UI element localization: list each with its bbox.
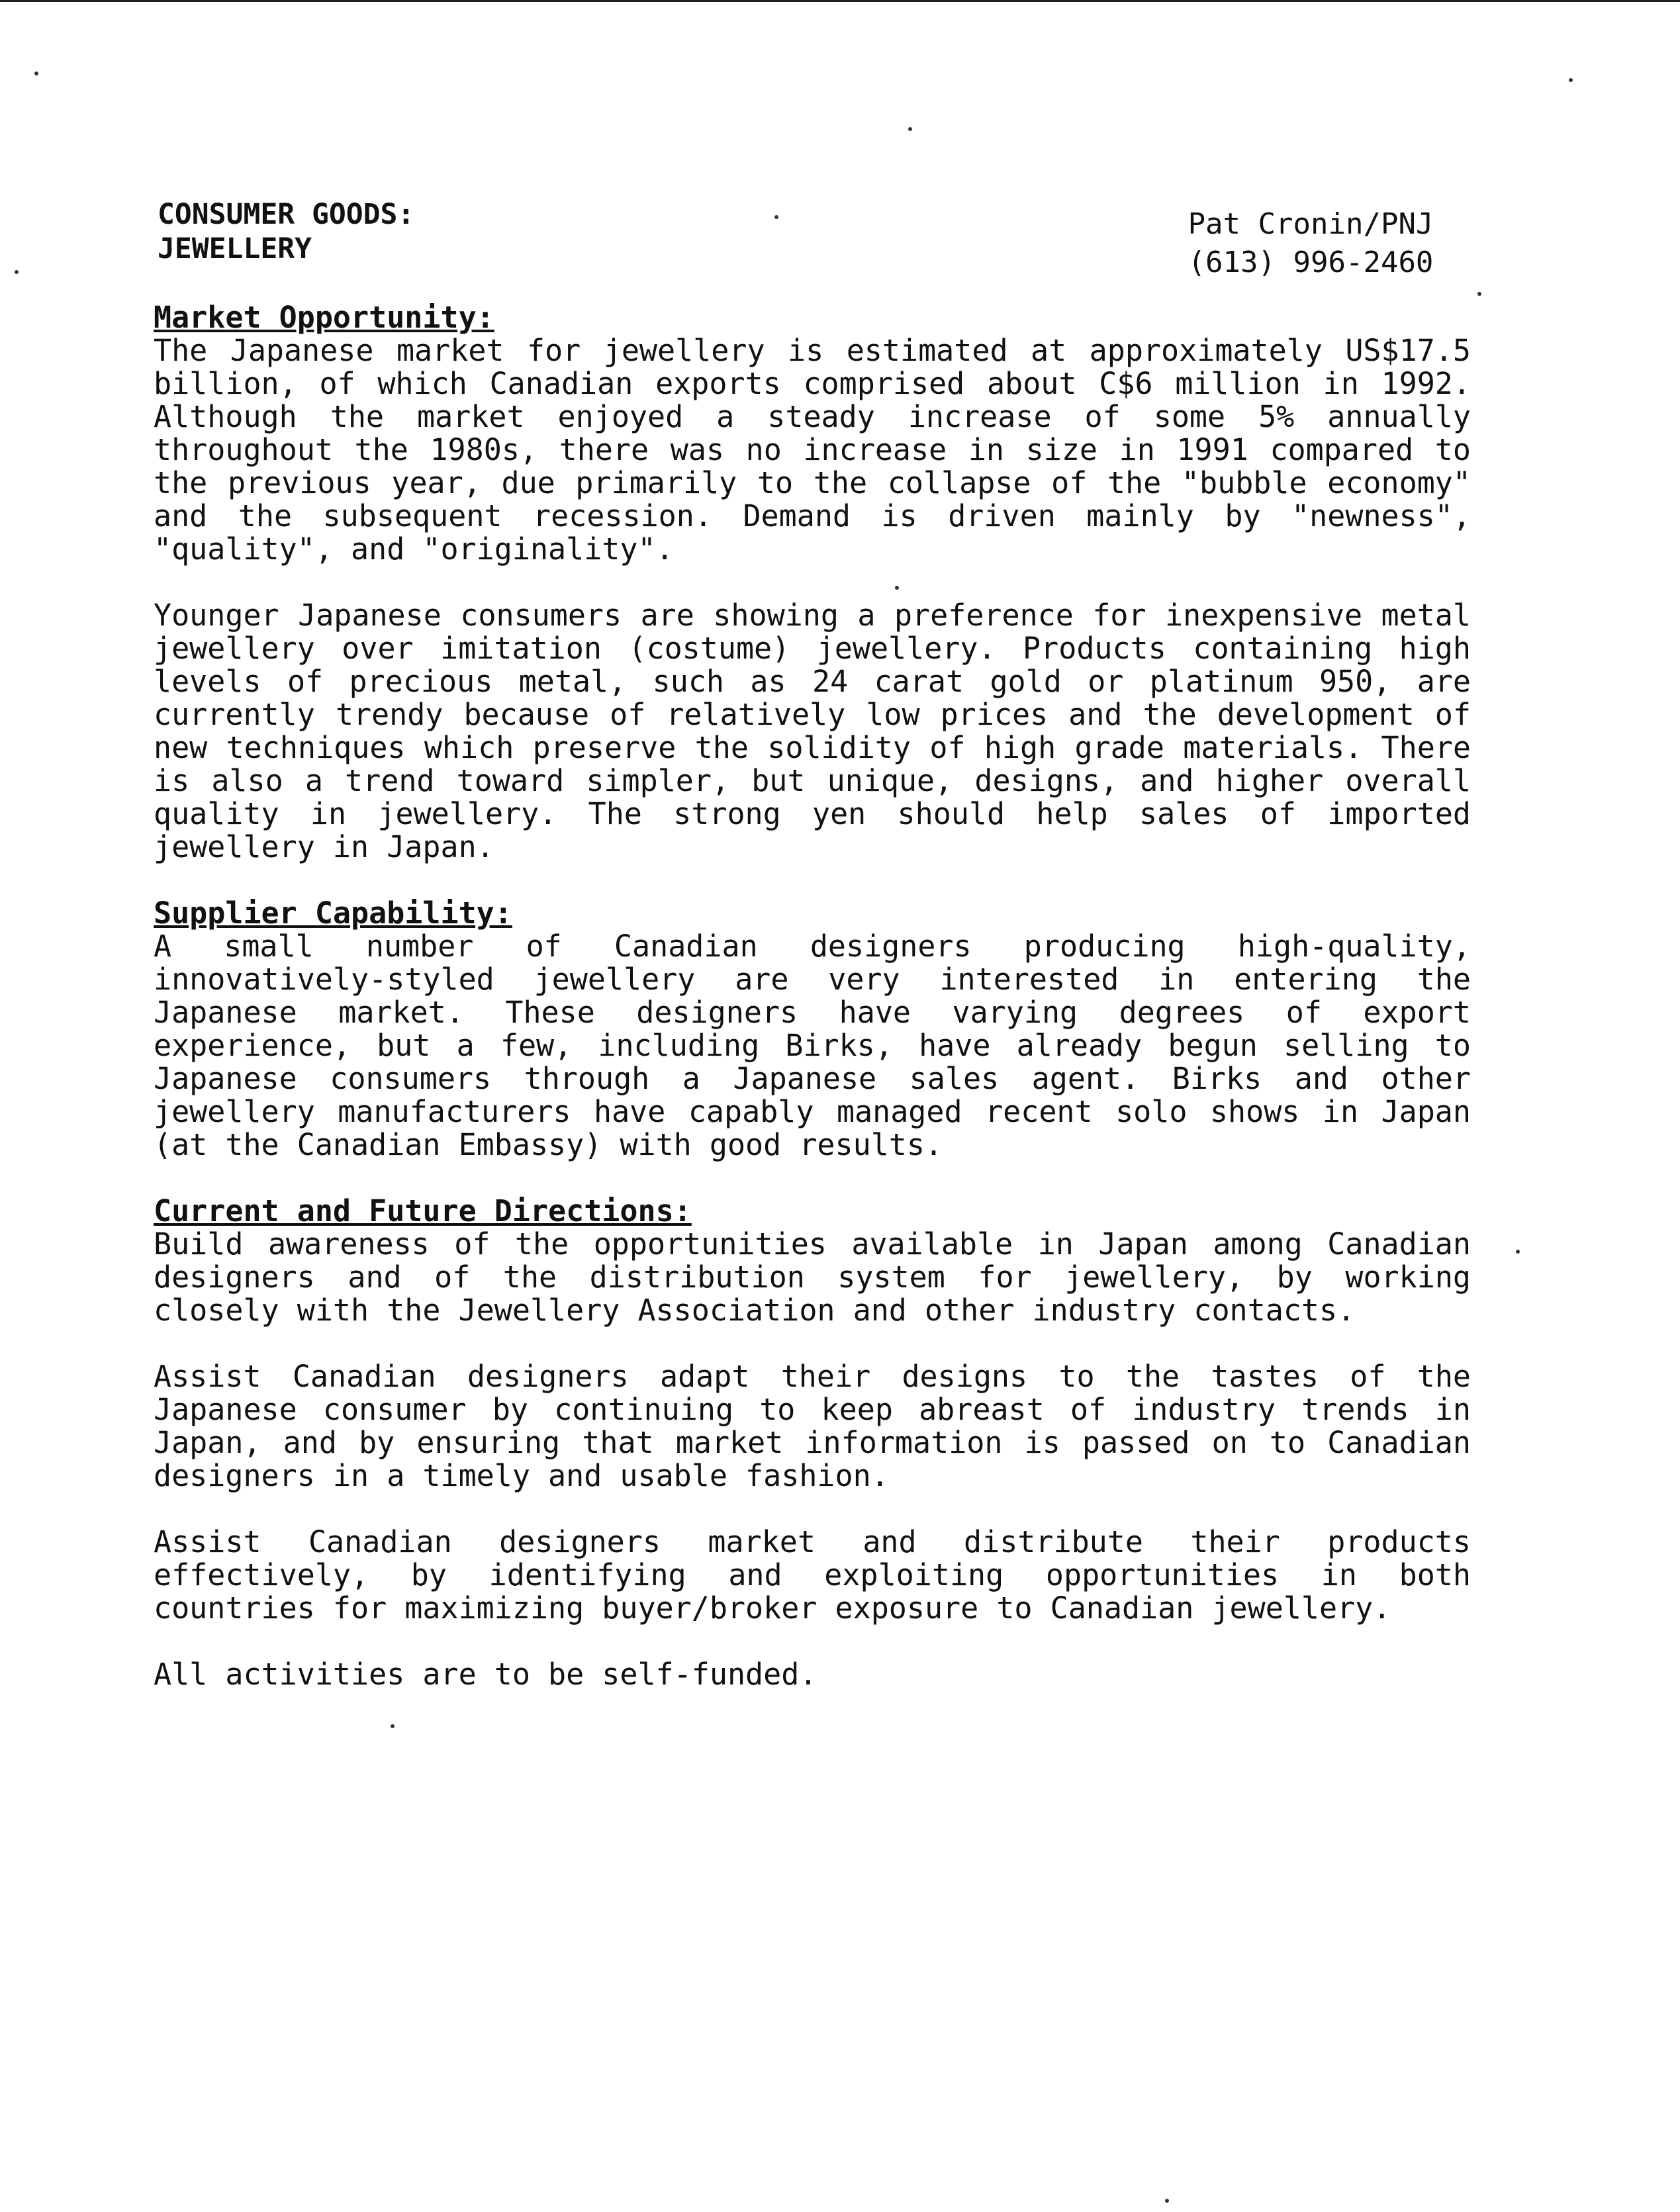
section-heading-current-future-directions: Current and Future Directions: xyxy=(154,1193,692,1228)
document-body xyxy=(154,301,1471,1691)
contact-name: Pat Cronin/PNJ xyxy=(1188,207,1434,241)
scan-top-edge xyxy=(0,0,1680,2)
scan-speck xyxy=(1516,1250,1520,1254)
section-heading-supplier-capability: Supplier Capability: xyxy=(154,896,512,931)
scan-speck xyxy=(908,127,912,131)
directions-paragraph-3: Assist Canadian designers market and distribute their products effectively, by identifying and exploiting opportunities in both countries for maximizing buyer/broker exposure to Canadian jewellery. xyxy=(154,1524,1471,1626)
scan-speck xyxy=(1165,2199,1169,2203)
category-line-1: CONSUMER GOODS: xyxy=(158,198,415,231)
scan-speck xyxy=(1569,78,1573,82)
scan-speck xyxy=(15,270,19,274)
directions-paragraph-2: Assist Canadian designers adapt their designs to the tastes of the Japanese consumer by continuing to keep abreast of industry trends in Japan, and by ensuring that market information is passed on to Canadian designers in a timely and usable fashion. xyxy=(154,1359,1471,1493)
category-line-2: JEWELLERY xyxy=(158,232,312,265)
directions-paragraph-4: All activities are to be self-funded. xyxy=(154,1657,817,1692)
market-paragraph-2: Younger Japanese consumers are showing a preference for inexpensive metal jewellery over imitation (costume) jewellery. Products containing high levels of precious metal, such as 24 carat gold or platinum 950, are currently trendy because of relatively low prices and the development of new techniques which preserve the solidity of high grade materials. There is also a trend toward simpler, but unique, designs, and higher overall quality in jewellery. The strong yen should help sales of imported jewellery in Japan. xyxy=(154,598,1471,864)
scan-speck xyxy=(774,215,778,219)
directions-paragraph-1: Build awareness of the opportunities available in Japan among Canadian designers and of the distribution system for jewellery, by working closely with the Jewellery Association and other industry contacts. xyxy=(154,1226,1471,1328)
market-paragraph-1: The Japanese market for jewellery is estimated at approximately US$17.5 billion, of which Canadian exports comprised about C$6 million in 1992. Although the market enjoyed a steady increase of some 5% annually throughout the 1980s, there was no increase in size in 1991 compared to the previous year, due primarily to the collapse of the "bubble economy" and the subsequent recession. Demand is driven mainly by "newness", "quality", and "originality". xyxy=(154,333,1471,567)
scan-speck xyxy=(391,1724,395,1728)
document-category xyxy=(158,197,414,266)
scan-speck xyxy=(34,71,38,75)
scan-speck xyxy=(1477,292,1481,296)
supplier-paragraph-1: A small number of Canadian designers producing high-quality, innovatively-styled jewellery are very interested in entering the Japanese market. These designers have varying degrees of export experience, but a few, including Birks, have already begun selling to Japanese consumers through a Japanese sales agent. Birks and other jewellery manufacturers have capably managed recent solo shows in Japan (at the Canadian Embassy) with good results. xyxy=(154,929,1471,1162)
section-heading-market-opportunity: Market Opportunity: xyxy=(154,300,494,335)
contact-block xyxy=(1152,205,1470,282)
contact-phone: (613) 996-2460 xyxy=(1188,246,1434,279)
